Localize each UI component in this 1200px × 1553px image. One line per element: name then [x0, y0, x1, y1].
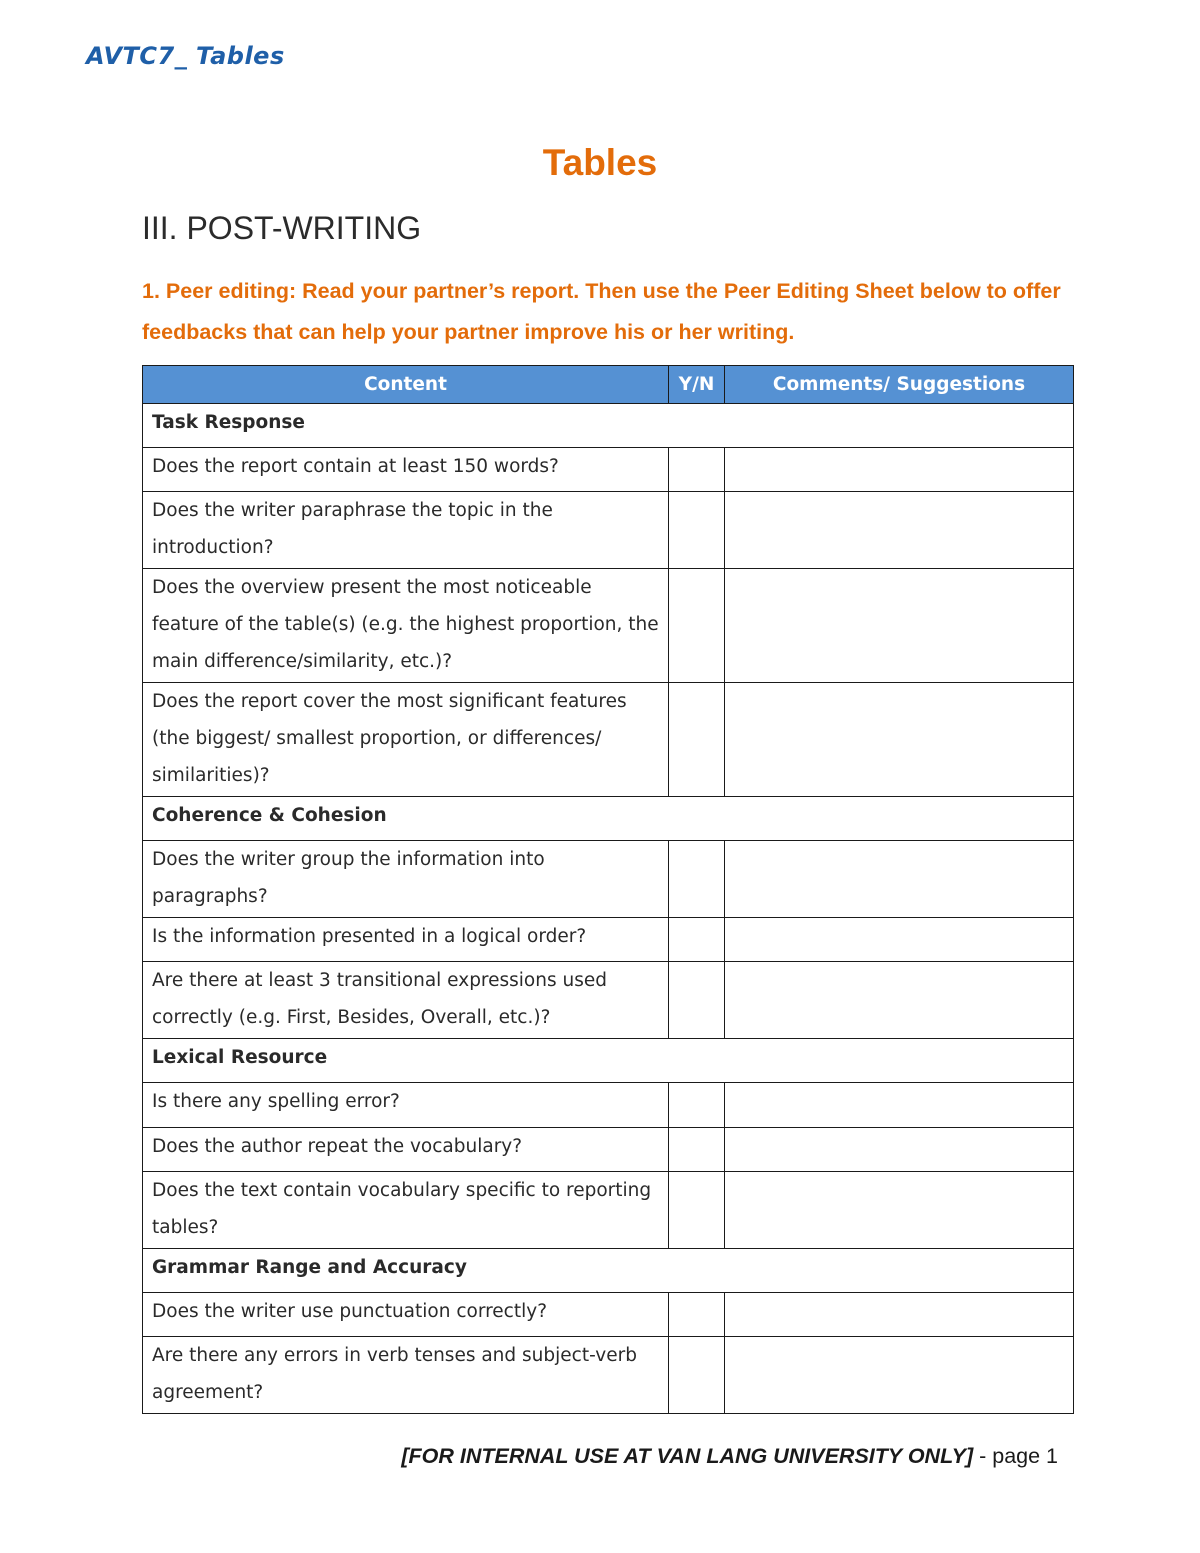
comments-cell[interactable] — [725, 1293, 1074, 1337]
yn-cell[interactable] — [669, 1083, 725, 1128]
comments-cell[interactable] — [725, 492, 1074, 569]
question-cell: Does the overview present the most noticeable feature of the table(s) (e.g. the highest proportion, the main difference/similarity, etc.)? — [143, 569, 669, 683]
table-row — [143, 1083, 1074, 1128]
table-row — [143, 841, 1074, 918]
yn-cell[interactable] — [669, 1172, 725, 1249]
question-cell: Does the writer group the information into paragraphs? — [143, 841, 669, 918]
comments-cell[interactable] — [725, 1337, 1074, 1414]
peer-editing-sheet-table — [142, 365, 1074, 1414]
table-row — [143, 918, 1074, 962]
column-header-comments: Comments/ Suggestions — [725, 366, 1074, 404]
comments-cell[interactable] — [725, 962, 1074, 1039]
table-row — [143, 1172, 1074, 1249]
comments-cell[interactable] — [725, 1172, 1074, 1249]
document-title: Tables — [542, 142, 658, 183]
page-number: - page 1 — [973, 1444, 1058, 1468]
comments-cell[interactable] — [725, 448, 1074, 492]
yn-cell[interactable] — [669, 683, 725, 797]
category-label: Grammar Range and Accuracy — [143, 1249, 1074, 1293]
question-cell: Is the information presented in a logical order? — [143, 918, 669, 962]
table-row — [143, 1337, 1074, 1414]
question-cell: Does the writer use punctuation correctly? — [143, 1293, 669, 1337]
question-cell: Are there any errors in verb tenses and subject-verb agreement? — [143, 1337, 669, 1414]
yn-cell[interactable] — [669, 962, 725, 1039]
section-heading: III. POST-WRITING — [142, 210, 422, 246]
table-header-row — [143, 366, 1074, 404]
yn-cell[interactable] — [669, 1337, 725, 1414]
category-row — [143, 797, 1074, 841]
yn-cell[interactable] — [669, 918, 725, 962]
question-cell: Does the text contain vocabulary specific to reporting tables? — [143, 1172, 669, 1249]
table-row — [143, 1293, 1074, 1337]
comments-cell[interactable] — [725, 1083, 1074, 1128]
table-row — [143, 1128, 1074, 1172]
question-cell: Does the author repeat the vocabulary? — [143, 1128, 669, 1172]
category-row — [143, 1249, 1074, 1293]
question-cell: Does the writer paraphrase the topic in the introduction? — [143, 492, 669, 569]
comments-cell[interactable] — [725, 918, 1074, 962]
comments-cell[interactable] — [725, 841, 1074, 918]
category-label: Coherence & Cohesion — [143, 797, 1074, 841]
table-row — [143, 962, 1074, 1039]
internal-use-notice: [FOR INTERNAL USE AT VAN LANG UNIVERSITY ONLY] — [401, 1444, 974, 1468]
category-label: Lexical Resource — [143, 1039, 1074, 1083]
column-header-yn: Y/N — [669, 366, 725, 404]
category-row — [143, 1039, 1074, 1083]
question-cell: Does the report contain at least 150 words? — [143, 448, 669, 492]
comments-cell[interactable] — [725, 683, 1074, 797]
question-cell: Does the report cover the most significant features (the biggest/ smallest proportion, or differences/ similarities)? — [143, 683, 669, 797]
peer-editing-instruction: 1. Peer editing: Read your partner’s report. Then use the Peer Editing Sheet below to offer feedbacks that can help your partner improve his or her writing. — [142, 279, 1061, 344]
question-cell: Is there any spelling error? — [143, 1083, 669, 1128]
yn-cell[interactable] — [669, 492, 725, 569]
yn-cell[interactable] — [669, 1128, 725, 1172]
table-row — [143, 569, 1074, 683]
comments-cell[interactable] — [725, 1128, 1074, 1172]
comments-cell[interactable] — [725, 569, 1074, 683]
document-header-label: AVTC7_ Tables — [86, 42, 285, 70]
table-row — [143, 448, 1074, 492]
page-footer — [401, 1444, 1058, 1469]
yn-cell[interactable] — [669, 569, 725, 683]
yn-cell[interactable] — [669, 1293, 725, 1337]
column-header-content: Content — [143, 366, 669, 404]
question-cell: Are there at least 3 transitional expressions used correctly (e.g. First, Besides, Overall, etc.)? — [143, 962, 669, 1039]
table-row — [143, 683, 1074, 797]
category-row — [143, 404, 1074, 448]
table-row — [143, 492, 1074, 569]
category-label: Task Response — [143, 404, 1074, 448]
yn-cell[interactable] — [669, 448, 725, 492]
yn-cell[interactable] — [669, 841, 725, 918]
